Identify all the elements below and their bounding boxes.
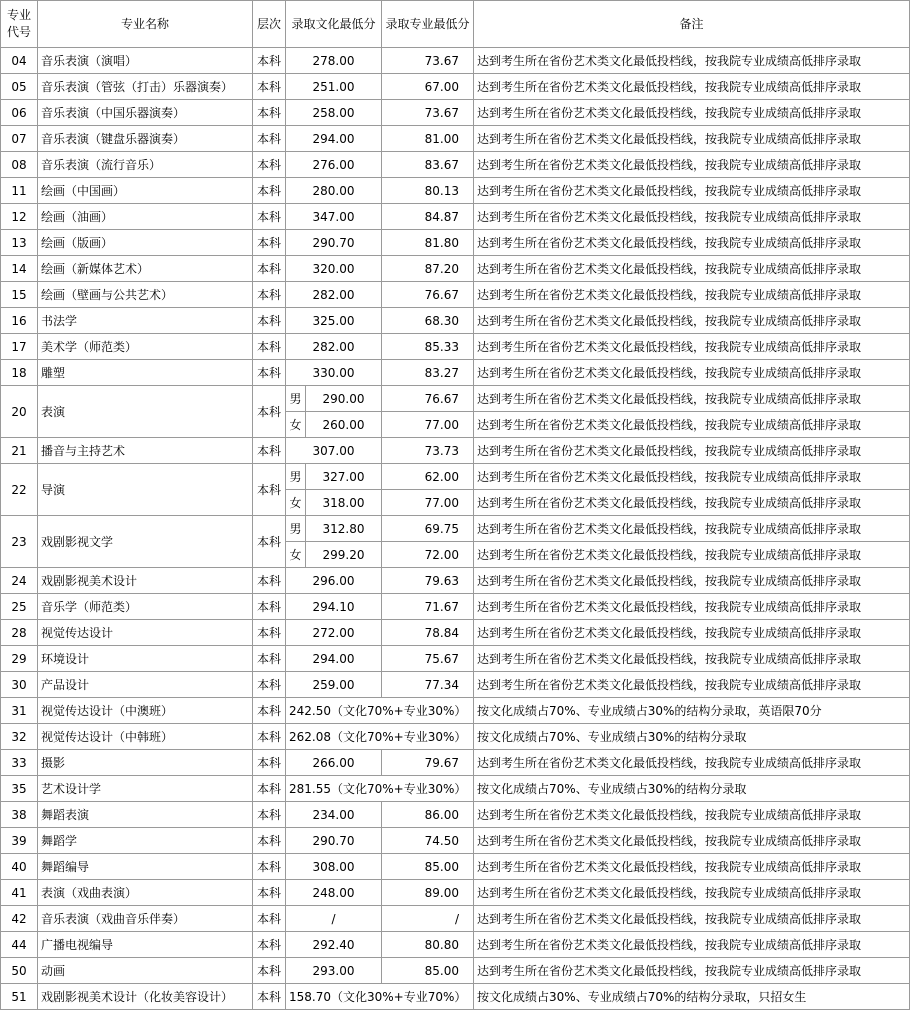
- cell-culture: 276.00: [286, 152, 382, 178]
- cell-sex: 男: [286, 464, 306, 490]
- cell-note: 按文化成绩占70%、专业成绩占30%的结构分录取: [474, 776, 910, 802]
- table-row: [1, 568, 910, 594]
- cell-name: 视觉传达设计（中韩班）: [38, 724, 253, 750]
- cell-level: 本科: [253, 178, 286, 204]
- cell-level: 本科: [253, 464, 286, 516]
- cell-note: 达到考生所在省份艺术类文化最低投档线，按我院专业成绩高低排序录取: [474, 48, 910, 74]
- cell-note: 达到考生所在省份艺术类文化最低投档线，按我院专业成绩高低排序录取: [474, 152, 910, 178]
- cell-code: 13: [1, 230, 38, 256]
- cell-major: 62.00: [382, 464, 474, 490]
- cell-level: 本科: [253, 828, 286, 854]
- cell-name: 雕塑: [38, 360, 253, 386]
- cell-name: 音乐表演（演唱）: [38, 48, 253, 74]
- cell-level: 本科: [253, 386, 286, 438]
- cell-name: 绘画（壁画与公共艺术）: [38, 282, 253, 308]
- cell-sex: 女: [286, 490, 306, 516]
- cell-note: 按文化成绩占70%、专业成绩占30%的结构分录取，英语限70分: [474, 698, 910, 724]
- cell-major: 84.87: [382, 204, 474, 230]
- cell-major: 85.00: [382, 958, 474, 984]
- cell-combined-score: 281.55（文化70%+专业30%）: [286, 776, 474, 802]
- cell-culture: 294.10: [286, 594, 382, 620]
- table-row: [1, 958, 910, 984]
- cell-note: 达到考生所在省份艺术类文化最低投档线，按我院专业成绩高低排序录取: [474, 594, 910, 620]
- cell-level: 本科: [253, 334, 286, 360]
- header-level: 层次: [253, 1, 286, 48]
- cell-major: 67.00: [382, 74, 474, 100]
- cell-name: 绘画（中国画）: [38, 178, 253, 204]
- cell-note: 按文化成绩占70%、专业成绩占30%的结构分录取: [474, 724, 910, 750]
- cell-code: 29: [1, 646, 38, 672]
- cell-culture: 294.00: [286, 646, 382, 672]
- table-row: [1, 776, 910, 802]
- cell-code: 05: [1, 74, 38, 100]
- cell-level: 本科: [253, 360, 286, 386]
- cell-combined-score: 262.08（文化70%+专业30%）: [286, 724, 474, 750]
- cell-code: 15: [1, 282, 38, 308]
- cell-culture: 294.00: [286, 126, 382, 152]
- cell-name: 音乐表演（流行音乐）: [38, 152, 253, 178]
- cell-major: 81.80: [382, 230, 474, 256]
- table-row: [1, 828, 910, 854]
- cell-major: 77.34: [382, 672, 474, 698]
- header-major-min: 录取专业最低分: [382, 1, 474, 48]
- cell-note: 达到考生所在省份艺术类文化最低投档线，按我院专业成绩高低排序录取: [474, 568, 910, 594]
- cell-level: 本科: [253, 646, 286, 672]
- cell-level: 本科: [253, 282, 286, 308]
- cell-code: 07: [1, 126, 38, 152]
- cell-major: 74.50: [382, 828, 474, 854]
- cell-name: 摄影: [38, 750, 253, 776]
- cell-major: 79.67: [382, 750, 474, 776]
- cell-level: 本科: [253, 308, 286, 334]
- table-row: [1, 880, 910, 906]
- cell-note: 达到考生所在省份艺术类文化最低投档线，按我院专业成绩高低排序录取: [474, 282, 910, 308]
- table-row: [1, 126, 910, 152]
- cell-code: 17: [1, 334, 38, 360]
- table-row: [1, 932, 910, 958]
- cell-major: 73.67: [382, 48, 474, 74]
- cell-note: 达到考生所在省份艺术类文化最低投档线，按我院专业成绩高低排序录取: [474, 464, 910, 490]
- cell-level: 本科: [253, 204, 286, 230]
- cell-major: 72.00: [382, 542, 474, 568]
- cell-name: 音乐表演（管弦（打击）乐器演奏）: [38, 74, 253, 100]
- cell-code: 25: [1, 594, 38, 620]
- cell-code: 51: [1, 984, 38, 1010]
- cell-culture: 272.00: [286, 620, 382, 646]
- table-row: [1, 698, 910, 724]
- cell-code: 12: [1, 204, 38, 230]
- cell-sex: 男: [286, 516, 306, 542]
- table-row: [1, 386, 910, 412]
- cell-name: 音乐学（师范类）: [38, 594, 253, 620]
- table-row: [1, 256, 910, 282]
- cell-code: 08: [1, 152, 38, 178]
- cell-code: 41: [1, 880, 38, 906]
- cell-major: 76.67: [382, 386, 474, 412]
- table-row: [1, 750, 910, 776]
- cell-name: 音乐表演（中国乐器演奏）: [38, 100, 253, 126]
- cell-name: 戏剧影视美术设计（化妆美容设计）: [38, 984, 253, 1010]
- cell-code: 50: [1, 958, 38, 984]
- cell-major: 77.00: [382, 490, 474, 516]
- cell-level: 本科: [253, 698, 286, 724]
- cell-level: 本科: [253, 750, 286, 776]
- table-row: [1, 230, 910, 256]
- cell-note: 达到考生所在省份艺术类文化最低投档线，按我院专业成绩高低排序录取: [474, 620, 910, 646]
- table-row: [1, 360, 910, 386]
- table-row: [1, 74, 910, 100]
- cell-major: 69.75: [382, 516, 474, 542]
- cell-level: 本科: [253, 256, 286, 282]
- table-row: [1, 984, 910, 1010]
- cell-major: 71.67: [382, 594, 474, 620]
- cell-culture: 266.00: [286, 750, 382, 776]
- cell-culture: 290.00: [306, 386, 382, 412]
- cell-level: 本科: [253, 932, 286, 958]
- cell-code: 30: [1, 672, 38, 698]
- table-row: [1, 282, 910, 308]
- cell-level: 本科: [253, 984, 286, 1010]
- cell-code: 42: [1, 906, 38, 932]
- cell-major: 89.00: [382, 880, 474, 906]
- cell-note: 达到考生所在省份艺术类文化最低投档线，按我院专业成绩高低排序录取: [474, 750, 910, 776]
- cell-culture: 312.80: [306, 516, 382, 542]
- cell-culture: 234.00: [286, 802, 382, 828]
- table-header-row: [1, 1, 910, 48]
- cell-combined-score: 158.70（文化30%+专业70%）: [286, 984, 474, 1010]
- cell-code: 35: [1, 776, 38, 802]
- cell-level: 本科: [253, 906, 286, 932]
- cell-name: 动画: [38, 958, 253, 984]
- table-row: [1, 854, 910, 880]
- table-row: [1, 906, 910, 932]
- cell-name: 产品设计: [38, 672, 253, 698]
- table-row: [1, 308, 910, 334]
- cell-note: 达到考生所在省份艺术类文化最低投档线，按我院专业成绩高低排序录取: [474, 178, 910, 204]
- cell-major: 79.63: [382, 568, 474, 594]
- cell-culture: 260.00: [306, 412, 382, 438]
- cell-level: 本科: [253, 48, 286, 74]
- cell-major: 77.00: [382, 412, 474, 438]
- cell-note: 达到考生所在省份艺术类文化最低投档线，按我院专业成绩高低排序录取: [474, 490, 910, 516]
- cell-note: 达到考生所在省份艺术类文化最低投档线，按我院专业成绩高低排序录取: [474, 334, 910, 360]
- cell-culture: 290.70: [286, 828, 382, 854]
- cell-major: 76.67: [382, 282, 474, 308]
- cell-culture: 327.00: [306, 464, 382, 490]
- cell-code: 44: [1, 932, 38, 958]
- cell-level: 本科: [253, 568, 286, 594]
- table-row: [1, 646, 910, 672]
- cell-note: 达到考生所在省份艺术类文化最低投档线，按我院专业成绩高低排序录取: [474, 412, 910, 438]
- header-culture-min: 录取文化最低分: [286, 1, 382, 48]
- cell-note: 达到考生所在省份艺术类文化最低投档线，按我院专业成绩高低排序录取: [474, 256, 910, 282]
- cell-name: 舞蹈编导: [38, 854, 253, 880]
- cell-level: 本科: [253, 126, 286, 152]
- cell-note: 达到考生所在省份艺术类文化最低投档线，按我院专业成绩高低排序录取: [474, 672, 910, 698]
- cell-major: 78.84: [382, 620, 474, 646]
- cell-name: 戏剧影视美术设计: [38, 568, 253, 594]
- cell-note: 达到考生所在省份艺术类文化最低投档线，按我院专业成绩高低排序录取: [474, 932, 910, 958]
- cell-name: 播音与主持艺术: [38, 438, 253, 464]
- cell-note: 达到考生所在省份艺术类文化最低投档线，按我院专业成绩高低排序录取: [474, 386, 910, 412]
- table-row: [1, 802, 910, 828]
- cell-note: 达到考生所在省份艺术类文化最低投档线，按我院专业成绩高低排序录取: [474, 438, 910, 464]
- table-row: [1, 204, 910, 230]
- table-row: [1, 100, 910, 126]
- cell-note: 达到考生所在省份艺术类文化最低投档线，按我院专业成绩高低排序录取: [474, 958, 910, 984]
- cell-code: 14: [1, 256, 38, 282]
- cell-note: 按文化成绩占30%、专业成绩占70%的结构分录取，只招女生: [474, 984, 910, 1010]
- cell-culture: 282.00: [286, 282, 382, 308]
- cell-sex: 女: [286, 412, 306, 438]
- table-body: [1, 48, 910, 1010]
- cell-culture: 280.00: [286, 178, 382, 204]
- cell-major: 80.13: [382, 178, 474, 204]
- cell-level: 本科: [253, 516, 286, 568]
- cell-culture: 299.20: [306, 542, 382, 568]
- table-row: [1, 672, 910, 698]
- cell-code: 39: [1, 828, 38, 854]
- cell-level: 本科: [253, 594, 286, 620]
- table-row: [1, 438, 910, 464]
- cell-culture: 278.00: [286, 48, 382, 74]
- cell-name: 视觉传达设计: [38, 620, 253, 646]
- cell-code: 22: [1, 464, 38, 516]
- cell-major: 87.20: [382, 256, 474, 282]
- cell-level: 本科: [253, 672, 286, 698]
- cell-culture: 320.00: [286, 256, 382, 282]
- cell-sex: 男: [286, 386, 306, 412]
- cell-level: 本科: [253, 74, 286, 100]
- cell-code: 31: [1, 698, 38, 724]
- cell-name: 音乐表演（戏曲音乐伴奏）: [38, 906, 253, 932]
- cell-culture: 307.00: [286, 438, 382, 464]
- cell-level: 本科: [253, 776, 286, 802]
- cell-code: 33: [1, 750, 38, 776]
- cell-name: 美术学（师范类）: [38, 334, 253, 360]
- cell-major: 73.73: [382, 438, 474, 464]
- cell-combined-score: 242.50（文化70%+专业30%）: [286, 698, 474, 724]
- cell-name: 绘画（版画）: [38, 230, 253, 256]
- cell-culture: 318.00: [306, 490, 382, 516]
- table-row: [1, 48, 910, 74]
- cell-level: 本科: [253, 724, 286, 750]
- cell-culture: 293.00: [286, 958, 382, 984]
- cell-note: 达到考生所在省份艺术类文化最低投档线，按我院专业成绩高低排序录取: [474, 542, 910, 568]
- header-name: 专业名称: [38, 1, 253, 48]
- table-row: [1, 334, 910, 360]
- cell-note: 达到考生所在省份艺术类文化最低投档线，按我院专业成绩高低排序录取: [474, 126, 910, 152]
- cell-major: 75.67: [382, 646, 474, 672]
- cell-note: 达到考生所在省份艺术类文化最低投档线，按我院专业成绩高低排序录取: [474, 308, 910, 334]
- cell-name: 绘画（新媒体艺术）: [38, 256, 253, 282]
- cell-major: 86.00: [382, 802, 474, 828]
- cell-code: 16: [1, 308, 38, 334]
- cell-level: 本科: [253, 230, 286, 256]
- header-code: 专业代号: [1, 1, 38, 48]
- cell-code: 24: [1, 568, 38, 594]
- table-row: [1, 620, 910, 646]
- cell-culture: 282.00: [286, 334, 382, 360]
- cell-sex: 女: [286, 542, 306, 568]
- cell-culture: 248.00: [286, 880, 382, 906]
- cell-culture: 258.00: [286, 100, 382, 126]
- cell-name: 绘画（油画）: [38, 204, 253, 230]
- cell-culture: 259.00: [286, 672, 382, 698]
- cell-culture: 251.00: [286, 74, 382, 100]
- cell-culture: 308.00: [286, 854, 382, 880]
- cell-code: 38: [1, 802, 38, 828]
- cell-name: 音乐表演（键盘乐器演奏）: [38, 126, 253, 152]
- cell-name: 舞蹈学: [38, 828, 253, 854]
- cell-note: 达到考生所在省份艺术类文化最低投档线，按我院专业成绩高低排序录取: [474, 516, 910, 542]
- cell-code: 40: [1, 854, 38, 880]
- cell-name: 表演（戏曲表演）: [38, 880, 253, 906]
- cell-code: 28: [1, 620, 38, 646]
- cell-level: 本科: [253, 802, 286, 828]
- cell-major: 85.33: [382, 334, 474, 360]
- cell-name: 戏剧影视文学: [38, 516, 253, 568]
- cell-code: 32: [1, 724, 38, 750]
- cell-culture: 325.00: [286, 308, 382, 334]
- cell-code: 04: [1, 48, 38, 74]
- cell-code: 11: [1, 178, 38, 204]
- cell-level: 本科: [253, 854, 286, 880]
- cell-major: 80.80: [382, 932, 474, 958]
- cell-note: 达到考生所在省份艺术类文化最低投档线，按我院专业成绩高低排序录取: [474, 646, 910, 672]
- cell-name: 舞蹈表演: [38, 802, 253, 828]
- table-row: [1, 152, 910, 178]
- cell-major: /: [382, 906, 474, 932]
- cell-name: 导演: [38, 464, 253, 516]
- cell-note: 达到考生所在省份艺术类文化最低投档线，按我院专业成绩高低排序录取: [474, 100, 910, 126]
- cell-name: 表演: [38, 386, 253, 438]
- table-row: [1, 594, 910, 620]
- cell-level: 本科: [253, 880, 286, 906]
- cell-major: 81.00: [382, 126, 474, 152]
- cell-code: 20: [1, 386, 38, 438]
- cell-note: 达到考生所在省份艺术类文化最低投档线，按我院专业成绩高低排序录取: [474, 204, 910, 230]
- cell-culture: 347.00: [286, 204, 382, 230]
- cell-culture: 330.00: [286, 360, 382, 386]
- cell-code: 18: [1, 360, 38, 386]
- table-row: [1, 516, 910, 542]
- cell-note: 达到考生所在省份艺术类文化最低投档线，按我院专业成绩高低排序录取: [474, 360, 910, 386]
- table-row: [1, 178, 910, 204]
- cell-code: 21: [1, 438, 38, 464]
- cell-note: 达到考生所在省份艺术类文化最低投档线，按我院专业成绩高低排序录取: [474, 74, 910, 100]
- table-row: [1, 464, 910, 490]
- cell-name: 视觉传达设计（中澳班）: [38, 698, 253, 724]
- cell-code: 06: [1, 100, 38, 126]
- cell-note: 达到考生所在省份艺术类文化最低投档线，按我院专业成绩高低排序录取: [474, 854, 910, 880]
- cell-major: 73.67: [382, 100, 474, 126]
- cell-level: 本科: [253, 100, 286, 126]
- cell-culture: 290.70: [286, 230, 382, 256]
- cell-name: 书法学: [38, 308, 253, 334]
- cell-note: 达到考生所在省份艺术类文化最低投档线，按我院专业成绩高低排序录取: [474, 880, 910, 906]
- cell-note: 达到考生所在省份艺术类文化最低投档线，按我院专业成绩高低排序录取: [474, 828, 910, 854]
- cell-name: 艺术设计学: [38, 776, 253, 802]
- cell-name: 环境设计: [38, 646, 253, 672]
- cell-major: 85.00: [382, 854, 474, 880]
- cell-major: 83.67: [382, 152, 474, 178]
- cell-major: 83.27: [382, 360, 474, 386]
- header-note: 备注: [474, 1, 910, 48]
- cell-level: 本科: [253, 958, 286, 984]
- cell-name: 广播电视编导: [38, 932, 253, 958]
- cell-note: 达到考生所在省份艺术类文化最低投档线，按我院专业成绩高低排序录取: [474, 230, 910, 256]
- table-row: [1, 724, 910, 750]
- cell-culture: /: [286, 906, 382, 932]
- cell-level: 本科: [253, 620, 286, 646]
- cell-note: 达到考生所在省份艺术类文化最低投档线，按我院专业成绩高低排序录取: [474, 906, 910, 932]
- cell-code: 23: [1, 516, 38, 568]
- cell-culture: 296.00: [286, 568, 382, 594]
- cell-level: 本科: [253, 438, 286, 464]
- cell-note: 达到考生所在省份艺术类文化最低投档线，按我院专业成绩高低排序录取: [474, 802, 910, 828]
- cell-culture: 292.40: [286, 932, 382, 958]
- cell-level: 本科: [253, 152, 286, 178]
- cell-major: 68.30: [382, 308, 474, 334]
